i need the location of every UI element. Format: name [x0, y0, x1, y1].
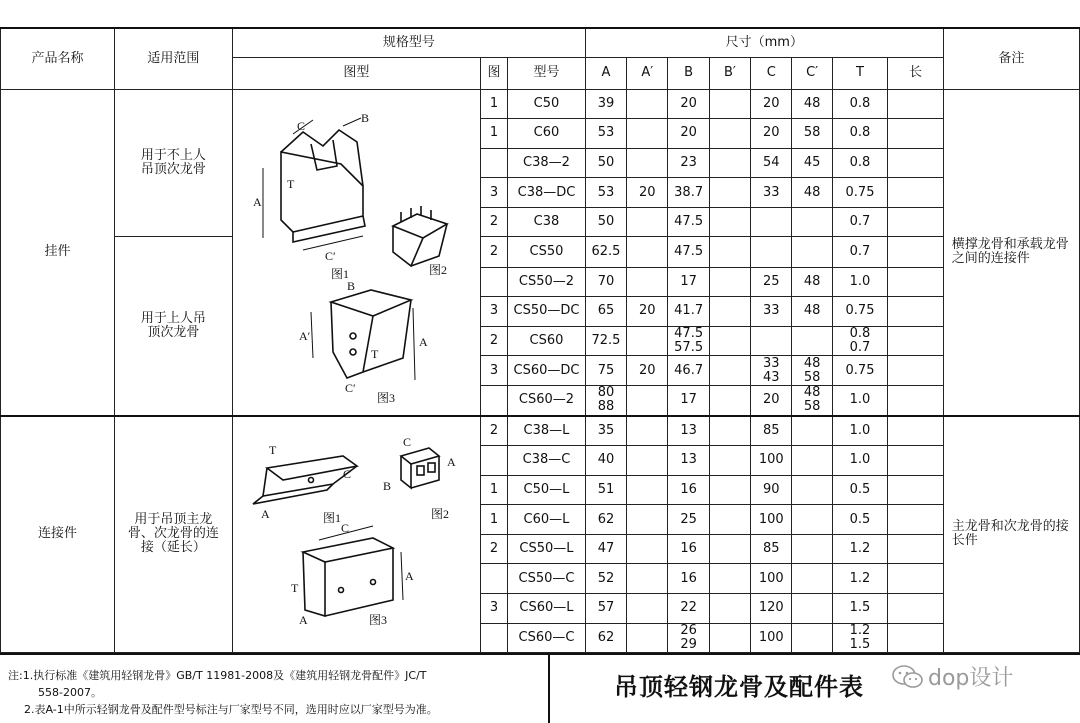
watermark-text: dop设计: [928, 666, 1014, 691]
dim-c-prime-cell: [792, 326, 832, 356]
dim-t-cell: 0.75: [832, 297, 887, 327]
dim-a-prime-cell: [627, 237, 668, 267]
dim-length-cell: [888, 385, 944, 415]
dim-b-cell: 16: [668, 475, 709, 505]
dim-c-prime-cell: [792, 207, 832, 237]
dim-c-cell: [751, 237, 792, 267]
dim-c-prime-cell: 58: [792, 119, 832, 149]
dim-b-prime-cell: [709, 564, 750, 594]
dim-c-cell: 20: [751, 89, 792, 119]
figure-connector: [232, 416, 480, 653]
fig-no-cell: [480, 564, 507, 594]
dim-label: T: [370, 346, 379, 361]
model-cell: CS50—DC: [508, 297, 586, 327]
dim-b-prime-cell: [709, 89, 750, 119]
dim-a-prime-cell: 20: [627, 297, 668, 327]
dim-t-cell: 0.75: [832, 356, 887, 386]
figure-hanger: [232, 89, 480, 416]
dim-b-prime-cell: [709, 416, 750, 446]
dim-length-cell: [888, 237, 944, 267]
dim-c-prime-cell: 48: [792, 267, 832, 297]
dim-label: B: [382, 479, 391, 494]
fig-no-cell: 2: [480, 326, 507, 356]
product-name-hanger: 挂件: [1, 89, 115, 416]
dim-c-cell: 25: [751, 267, 792, 297]
dim-length-cell: [888, 475, 944, 505]
fig-no-cell: 1: [480, 505, 507, 535]
fig-no-cell: 3: [480, 178, 507, 208]
fig-no-cell: 2: [480, 534, 507, 564]
dim-b-prime-cell: [709, 326, 750, 356]
dim-b-prime-cell: [709, 594, 750, 624]
dim-t-cell: 1.0: [832, 267, 887, 297]
dim-c-cell: 100: [751, 564, 792, 594]
dim-c-prime-cell: [792, 594, 832, 624]
dim-a-prime-cell: 20: [627, 178, 668, 208]
dim-t-cell: 0.8: [832, 89, 887, 119]
fig-no-cell: 1: [480, 475, 507, 505]
dim-length-cell: [888, 534, 944, 564]
dim-c-cell: 33: [751, 178, 792, 208]
dim-c-prime-cell: [792, 446, 832, 476]
dim-b-prime-cell: [709, 534, 750, 564]
model-cell: CS60: [508, 326, 586, 356]
dim-label: B: [360, 110, 369, 125]
dim-t-cell: 1.2 1.5: [832, 623, 887, 653]
model-cell: C50—L: [508, 475, 586, 505]
dim-a-cell: 51: [585, 475, 626, 505]
scope-connector: 用于吊顶主龙骨、次龙骨的连接（延长）: [114, 416, 232, 653]
dim-a-prime-cell: [627, 148, 668, 178]
dim-c-prime-cell: [792, 237, 832, 267]
dim-b-cell: 17: [668, 267, 709, 297]
dim-b-cell: 16: [668, 564, 709, 594]
dim-c-prime-cell: [792, 534, 832, 564]
dim-a-prime-cell: [627, 89, 668, 119]
note-1b: 558-2007。: [38, 686, 102, 699]
model-cell: C38: [508, 207, 586, 237]
figure-label: 图2: [430, 507, 449, 522]
fig-no-cell: 3: [480, 594, 507, 624]
dim-length-cell: [888, 178, 944, 208]
dim-c-prime-cell: 48: [792, 178, 832, 208]
dim-b-prime-cell: [709, 148, 750, 178]
notes: [8, 667, 548, 718]
dim-length-cell: [888, 416, 944, 446]
fig-no-cell: 2: [480, 416, 507, 446]
dim-b-cell: 20: [668, 119, 709, 149]
dim-a-cell: 53: [585, 178, 626, 208]
model-cell: C38—DC: [508, 178, 586, 208]
dim-c-cell: [751, 207, 792, 237]
note-1a: 注:1.执行标准《建筑用轻钢龙骨》GB/T 11981-2008及《建筑用轻钢龙骨配件》JC/T: [8, 669, 427, 682]
dim-length-cell: [888, 267, 944, 297]
dim-c-cell: 20: [751, 385, 792, 415]
dim-b-prime-cell: [709, 446, 750, 476]
dim-length-cell: [888, 446, 944, 476]
dim-a-cell: 72.5: [585, 326, 626, 356]
header-spec-model: 规格型号: [232, 28, 585, 57]
dim-c-cell: 20: [751, 119, 792, 149]
dim-label: T: [290, 581, 299, 596]
dim-b-prime-cell: [709, 237, 750, 267]
dim-a-prime-cell: [627, 505, 668, 535]
dim-b-cell: 47.5: [668, 237, 709, 267]
model-cell: C60—L: [508, 505, 586, 535]
header-col-a: A: [585, 57, 626, 89]
figure-label: 图1: [322, 511, 341, 526]
dim-a-prime-cell: [627, 207, 668, 237]
dim-b-prime-cell: [709, 356, 750, 386]
hanger-figures: [233, 90, 477, 415]
header-col-t: T: [832, 57, 887, 89]
model-cell: CS60—DC: [508, 356, 586, 386]
header-col-b-prime: B′: [709, 57, 750, 89]
dim-b-cell: 17: [668, 385, 709, 415]
figure-label: 图2: [428, 262, 447, 277]
dim-length-cell: [888, 356, 944, 386]
dim-t-cell: 0.5: [832, 475, 887, 505]
dim-t-cell: 1.0: [832, 446, 887, 476]
header-fig-no: 图: [480, 57, 507, 89]
dim-b-cell: 23: [668, 148, 709, 178]
model-cell: CS50: [508, 237, 586, 267]
dim-c-prime-cell: 48 58: [792, 385, 832, 415]
model-cell: CS50—C: [508, 564, 586, 594]
model-cell: CS50—2: [508, 267, 586, 297]
watermark: [892, 661, 1013, 692]
dim-label: A: [252, 194, 262, 209]
dim-a-cell: 50: [585, 207, 626, 237]
fig-no-cell: 3: [480, 356, 507, 386]
fig-no-cell: [480, 385, 507, 415]
dim-label: A: [260, 507, 270, 522]
figure-label: 图1: [330, 266, 349, 281]
footer-divider: [548, 655, 550, 723]
dim-length-cell: [888, 505, 944, 535]
model-cell: C38—2: [508, 148, 586, 178]
dim-a-cell: 47: [585, 534, 626, 564]
dim-a-cell: 62: [585, 505, 626, 535]
dim-b-cell: 47.5 57.5: [668, 326, 709, 356]
dim-a-prime-cell: [627, 594, 668, 624]
dim-b-prime-cell: [709, 178, 750, 208]
dim-b-cell: 13: [668, 416, 709, 446]
dim-a-prime-cell: [627, 416, 668, 446]
dim-a-cell: 65: [585, 297, 626, 327]
sheet-title: 吊顶轻钢龙骨及配件表: [614, 673, 864, 701]
dim-label: T: [286, 176, 295, 191]
dim-c-cell: 33 43: [751, 356, 792, 386]
dim-t-cell: 1.2: [832, 534, 887, 564]
dim-a-cell: 62.5: [585, 237, 626, 267]
scope-hanger-load: 用于上人吊顶次龙骨: [114, 237, 232, 416]
dim-a-cell: 39: [585, 89, 626, 119]
dim-c-prime-cell: [792, 416, 832, 446]
model-cell: CS60—2: [508, 385, 586, 415]
dim-t-cell: 0.75: [832, 178, 887, 208]
dim-b-prime-cell: [709, 385, 750, 415]
dim-c-cell: 54: [751, 148, 792, 178]
dim-b-prime-cell: [709, 505, 750, 535]
table-row: [1, 89, 1080, 119]
dim-a-cell: 70: [585, 267, 626, 297]
dim-t-cell: 1.0: [832, 416, 887, 446]
header-col-length: 长: [888, 57, 944, 89]
dim-t-cell: 1.0: [832, 385, 887, 415]
dim-a-prime-cell: [627, 623, 668, 653]
dim-length-cell: [888, 89, 944, 119]
dim-c-prime-cell: [792, 623, 832, 653]
header-col-c: C: [751, 57, 792, 89]
dim-a-prime-cell: [627, 385, 668, 415]
fig-no-cell: 1: [480, 119, 507, 149]
header-col-a-prime: A′: [627, 57, 668, 89]
fig-no-cell: [480, 446, 507, 476]
dim-a-prime-cell: 20: [627, 356, 668, 386]
dim-b-cell: 26 29: [668, 623, 709, 653]
dim-label: C: [342, 467, 351, 482]
header-col-b: B: [668, 57, 709, 89]
dim-b-prime-cell: [709, 267, 750, 297]
dim-b-cell: 46.7: [668, 356, 709, 386]
dim-label: C: [340, 521, 349, 536]
dim-label: A′: [298, 328, 311, 343]
dim-b-cell: 47.5: [668, 207, 709, 237]
dim-c-cell: 85: [751, 416, 792, 446]
wechat-icon: [892, 664, 924, 690]
dim-b-prime-cell: [709, 297, 750, 327]
dim-label: C: [402, 435, 411, 450]
dim-t-cell: 0.5: [832, 505, 887, 535]
fig-no-cell: 2: [480, 237, 507, 267]
dim-c-cell: 100: [751, 446, 792, 476]
dim-t-cell: 0.8 0.7: [832, 326, 887, 356]
dim-a-cell: 75: [585, 356, 626, 386]
note-2: 2.表A-1中所示轻钢龙骨及配件型号标注与厂家型号不同，选用时应以厂家型号为准。: [24, 703, 438, 716]
dim-b-prime-cell: [709, 207, 750, 237]
dim-b-cell: 20: [668, 89, 709, 119]
dim-c-cell: 120: [751, 594, 792, 624]
spec-table: [0, 27, 1080, 653]
fig-no-cell: 3: [480, 297, 507, 327]
dim-b-cell: 41.7: [668, 297, 709, 327]
dim-label: C′: [344, 380, 356, 395]
dim-a-prime-cell: [627, 475, 668, 505]
table-row: [1, 237, 1080, 267]
table-row: [1, 416, 1080, 446]
figure-label: 图3: [368, 613, 387, 628]
remark-hanger: 横撑龙骨和承载龙骨之间的连接件: [943, 89, 1079, 416]
dim-label: C: [296, 118, 305, 133]
scope-hanger-nonload: 用于不上人吊顶次龙骨: [114, 89, 232, 237]
dim-c-prime-cell: [792, 475, 832, 505]
dim-a-cell: 53: [585, 119, 626, 149]
dim-a-cell: 80 88: [585, 385, 626, 415]
model-cell: CS60—C: [508, 623, 586, 653]
dim-a-prime-cell: [627, 326, 668, 356]
dim-a-prime-cell: [627, 564, 668, 594]
header-remark: 备注: [943, 28, 1079, 89]
dim-c-cell: 100: [751, 623, 792, 653]
dim-a-cell: 50: [585, 148, 626, 178]
dim-t-cell: 0.8: [832, 148, 887, 178]
dim-c-prime-cell: [792, 505, 832, 535]
fig-no-cell: [480, 148, 507, 178]
header-model: 型号: [508, 57, 586, 89]
dim-length-cell: [888, 148, 944, 178]
dim-a-cell: 52: [585, 564, 626, 594]
dim-label: C′: [324, 248, 336, 263]
dim-b-cell: 22: [668, 594, 709, 624]
dim-label: T: [268, 443, 277, 458]
model-cell: CS60—L: [508, 594, 586, 624]
dim-label: A: [298, 613, 308, 628]
dim-b-prime-cell: [709, 119, 750, 149]
dim-b-cell: 13: [668, 446, 709, 476]
fig-no-cell: 2: [480, 207, 507, 237]
fig-no-cell: [480, 267, 507, 297]
dim-a-prime-cell: [627, 119, 668, 149]
model-cell: C60: [508, 119, 586, 149]
connector-figures: [233, 420, 477, 648]
dim-t-cell: 0.8: [832, 119, 887, 149]
dim-c-prime-cell: 48 58: [792, 356, 832, 386]
dim-label: A: [404, 569, 414, 584]
figure-label: 图3: [376, 390, 395, 405]
dim-a-cell: 35: [585, 416, 626, 446]
model-cell: C38—L: [508, 416, 586, 446]
dim-label: A: [446, 455, 456, 470]
dim-label: B: [346, 278, 355, 293]
dim-c-cell: 90: [751, 475, 792, 505]
dim-a-cell: 40: [585, 446, 626, 476]
dim-b-cell: 38.7: [668, 178, 709, 208]
dim-length-cell: [888, 119, 944, 149]
model-cell: CS50—L: [508, 534, 586, 564]
dim-t-cell: 1.2: [832, 564, 887, 594]
dim-length-cell: [888, 594, 944, 624]
dim-a-prime-cell: [627, 267, 668, 297]
dim-label: A: [418, 334, 428, 349]
dim-b-prime-cell: [709, 475, 750, 505]
header-figure: 图型: [232, 57, 480, 89]
dim-c-cell: [751, 326, 792, 356]
dim-a-prime-cell: [627, 446, 668, 476]
dim-a-cell: 62: [585, 623, 626, 653]
fig-no-cell: 1: [480, 89, 507, 119]
dim-length-cell: [888, 297, 944, 327]
dim-c-prime-cell: 48: [792, 89, 832, 119]
dim-c-cell: 100: [751, 505, 792, 535]
product-name-connector: 连接件: [1, 416, 115, 653]
dim-length-cell: [888, 564, 944, 594]
dim-length-cell: [888, 623, 944, 653]
dim-c-prime-cell: [792, 564, 832, 594]
dim-c-prime-cell: 48: [792, 297, 832, 327]
dim-length-cell: [888, 207, 944, 237]
header-product-name: 产品名称: [1, 28, 115, 89]
dim-b-cell: 25: [668, 505, 709, 535]
dim-b-prime-cell: [709, 623, 750, 653]
dim-c-cell: 33: [751, 297, 792, 327]
dim-c-prime-cell: 45: [792, 148, 832, 178]
model-cell: C38—C: [508, 446, 586, 476]
dim-length-cell: [888, 326, 944, 356]
dim-b-cell: 16: [668, 534, 709, 564]
header-scope: 适用范围: [114, 28, 232, 89]
model-cell: C50: [508, 89, 586, 119]
dim-t-cell: 1.5: [832, 594, 887, 624]
dim-a-cell: 57: [585, 594, 626, 624]
dim-c-cell: 85: [751, 534, 792, 564]
dim-t-cell: 0.7: [832, 207, 887, 237]
header-col-c-prime: C′: [792, 57, 832, 89]
dim-a-prime-cell: [627, 534, 668, 564]
footer: [0, 653, 1080, 723]
dim-t-cell: 0.7: [832, 237, 887, 267]
header-size: 尺寸（mm）: [585, 28, 943, 57]
remark-connector: 主龙骨和次龙骨的接长件: [943, 416, 1079, 653]
fig-no-cell: [480, 623, 507, 653]
